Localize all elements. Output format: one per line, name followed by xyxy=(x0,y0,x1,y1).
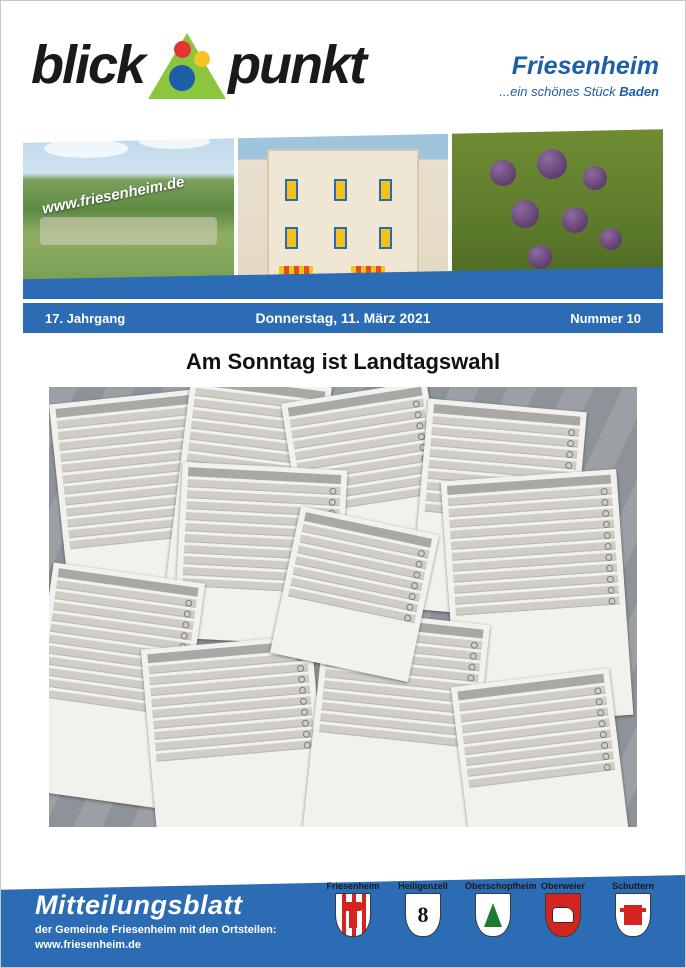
crest-oberschopfheim xyxy=(465,881,537,937)
logo-text-punkt: punkt xyxy=(228,35,366,95)
crest-heiligenzell-icon: 8 xyxy=(405,893,441,937)
logo-dot-blue xyxy=(169,65,195,91)
crest-friesenheim xyxy=(325,881,381,937)
district-crests xyxy=(325,881,661,937)
ballot-paper xyxy=(141,635,328,827)
crest-heiligenzell xyxy=(395,881,451,937)
issue-number: Nummer 10 xyxy=(570,310,641,326)
municipality-slogan xyxy=(499,84,659,99)
footer xyxy=(1,859,685,967)
crest-oberweier-icon xyxy=(545,893,581,937)
crest-schuttern-icon xyxy=(615,893,651,937)
slogan-accent: Baden xyxy=(619,83,659,99)
municipality-name: Friesenheim xyxy=(511,52,659,80)
slogan-prefix: ...ein schönes Stück xyxy=(499,83,620,99)
crest-label: Heiligenzell xyxy=(398,881,448,891)
website-url-overlay[interactable]: www.friesenheim.de xyxy=(40,173,186,218)
crest-oberschopfheim-icon xyxy=(475,893,511,937)
crest-label: Oberschopfheim xyxy=(465,881,537,891)
masthead xyxy=(1,1,685,129)
ballot-papers-photo xyxy=(49,387,637,827)
crest-label: Oberweier xyxy=(540,881,586,891)
footer-title: Mitteilungsblatt xyxy=(35,890,243,920)
cover-headline: Am Sonntag ist Landtagswahl xyxy=(185,349,501,374)
footer-subtitle-line1: der Gemeinde Friesenheim mit den Ortsteilen: xyxy=(35,924,277,937)
header-photo-band xyxy=(23,129,663,299)
logo-text-blick: blick xyxy=(31,35,145,95)
ballot-paper xyxy=(450,668,629,827)
crest-label: Friesenheim xyxy=(326,881,380,891)
publication-logo xyxy=(31,29,365,101)
issue-date: Donnerstag, 11. März 2021 xyxy=(255,310,431,326)
footer-subtitle xyxy=(35,923,276,953)
crest-label: Schuttern xyxy=(611,881,654,891)
crest-schuttern xyxy=(605,881,661,937)
issue-info-bar xyxy=(23,303,663,333)
footer-website[interactable]: www.friesenheim.de xyxy=(35,939,141,952)
place-block xyxy=(499,53,659,99)
logo-dot-red xyxy=(174,41,191,58)
logo-dot-yellow xyxy=(194,51,210,67)
issue-volume: 17. Jahrgang xyxy=(45,310,126,326)
crest-oberweier xyxy=(535,881,591,937)
blickpunkt-logo-mark xyxy=(148,29,226,101)
crest-friesenheim-icon xyxy=(335,893,371,937)
